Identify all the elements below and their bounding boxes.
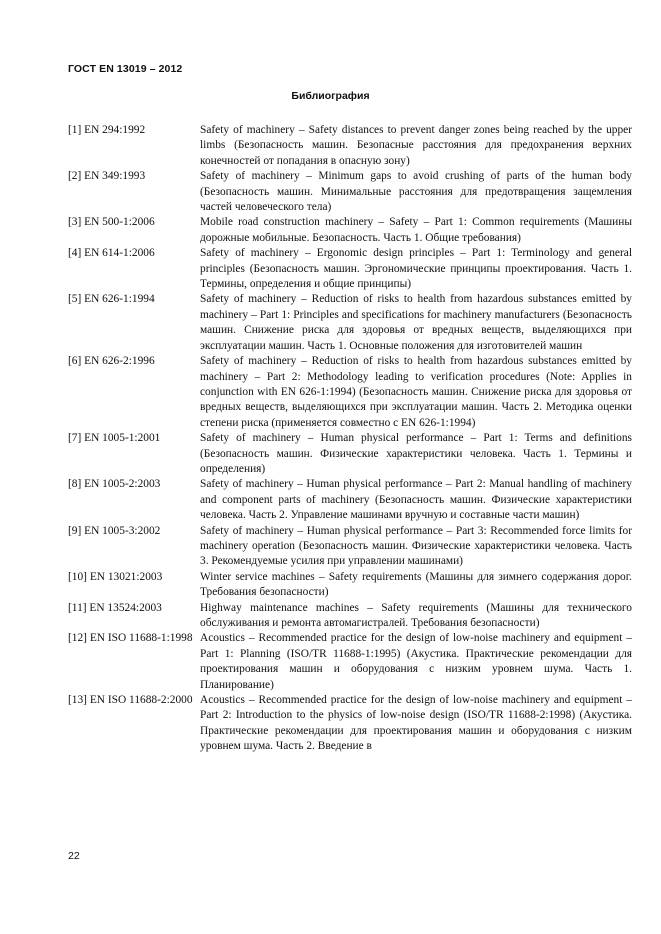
entry-reference: [12] EN ISO 11688-1:1998 (68, 632, 193, 645)
entry-reference: [7] EN 1005-1:2001 (68, 432, 161, 445)
bibliography-entry (68, 524, 632, 570)
entry-description: Safety of machinery – Safety distances to prevent danger zones being reached by the upper limbs (Безопасность машин. Безопасные расстояния для предохранения верхних конечностей от попадания в опасную зону) (200, 124, 632, 167)
bibliography-entry (68, 215, 632, 246)
entry-reference: [13] EN ISO 11688-2:2000 (68, 694, 193, 707)
entry-reference: [3] EN 500-1:2006 (68, 216, 155, 229)
entry-description: Highway maintenance machines – Safety requirements (Машины для технического обслуживания и ремонта автомагистралей. Требования безопасности) (200, 601, 632, 629)
entry-description: Winter service machines – Safety requirements (Машины для зимнего содержания дорог. Требования безопасности) (200, 570, 632, 599)
entry-description: Safety of machinery – Human physical performance – Part 3: Recommended force limits for machinery operation (Безопасность машин. Физические характеристики человека. Часть 3. Рекомендуемые усилия при управлении машинами) (200, 524, 632, 568)
entry-reference: [10] EN 13021:2003 (68, 570, 163, 583)
bibliography-entry (68, 570, 632, 601)
bibliography-entry (68, 246, 632, 292)
entry-description: Safety of machinery – Reduction of risks to health from hazardous substances emitted by machinery – Part 2: Methodology leading to verification procedures (Note: Applies in conjunction with EN 626-1:1994) (Безопасность машин. Снижение риска для здоровья от вредных веществ, выделяющихся при эксплуатации машин. Часть 2. Методика оценки степени риска (применяется совместно с EN 626-1:1994) (200, 355, 632, 429)
entry-description: Safety of machinery – Minimum gaps to avoid crushing of parts of the human body (Безопасность машин. Минимальные расстояния для предотвращения защемления частей человеческого тела) (200, 170, 632, 214)
entry-reference: [4] EN 614-1:2006 (68, 247, 155, 260)
bibliography-entry (68, 292, 632, 354)
entry-description: Acoustics – Recommended practice for the design of low-noise machinery and equipment – Part 1: Planning (ISO/TR 11688-1:1995) (Акустика. Практические рекомендации для проектирования машин и оборудования с низким уровнем шума. Часть 1. Планирование) (200, 632, 632, 691)
bibliography-entry (68, 123, 632, 169)
bibliography-entry (68, 431, 632, 477)
page-number: 22 (68, 850, 80, 862)
bibliography-entry (68, 169, 632, 215)
entry-description: Safety of machinery – Reduction of risks to health from hazardous substances emitted by machinery – Part 1: Principles and specifications for machinery manufacturers (Безопасность машин. Снижение риска для здоровья от вредных веществ, выделяющихся при эксплуатации машин. Часть 1. Основные положения для изготовителей машин (200, 293, 632, 352)
entry-reference: [6] EN 626-2:1996 (68, 355, 155, 368)
bibliography-entry (68, 477, 632, 523)
bibliography-list (68, 123, 632, 755)
bibliography-entry (68, 631, 632, 693)
entry-description: Safety of machinery – Human physical performance – Part 2: Manual handling of machinery and component parts of machinery (Безопасность машин. Физические характеристики человека. Часть 2. Управление машинами вручную и составные части машин) (200, 478, 632, 522)
entry-description: Mobile road construction machinery – Safety – Part 1: Common requirements (Машины дорожные мобильные. Безопасность. Часть 1. Общие требования) (200, 216, 632, 244)
entry-reference: [2] EN 349:1993 (68, 170, 146, 183)
entry-reference: [8] EN 1005-2:2003 (68, 478, 161, 491)
bibliography-entry (68, 601, 632, 632)
document-header: ГОСТ EN 13019 – 2012 (68, 63, 183, 75)
entry-description: Acoustics – Recommended practice for the design of low-noise machinery and equipment – Part 2: Introduction to the physics of low-noise design (ISO/TR 11688-2:1998) (Акустика. Практические рекомендации для проектирования машин и оборудования с низким уровнем шума. Часть 2. Введение в (200, 694, 632, 753)
bibliography-entry (68, 354, 632, 431)
entry-description: Safety of machinery – Ergonomic design principles – Part 1: Terminology and general principles (Безопасность машин. Эргономические принципы проектирования. Часть 1. Термины, определения и общие принципы) (200, 247, 632, 291)
bibliography-entry (68, 693, 632, 755)
entry-description: Safety of machinery – Human physical performance – Part 1: Terms and definitions (Безопасность машин. Физические характеристики человека. Часть 1. Термины и определения) (200, 432, 632, 475)
entry-reference: [1] EN 294:1992 (68, 124, 146, 136)
entry-reference: [5] EN 626-1:1994 (68, 293, 155, 306)
entry-reference: [11] EN 13524:2003 (68, 601, 162, 614)
entry-reference: [9] EN 1005-3:2002 (68, 524, 161, 537)
page-title: Библиография (291, 90, 370, 102)
